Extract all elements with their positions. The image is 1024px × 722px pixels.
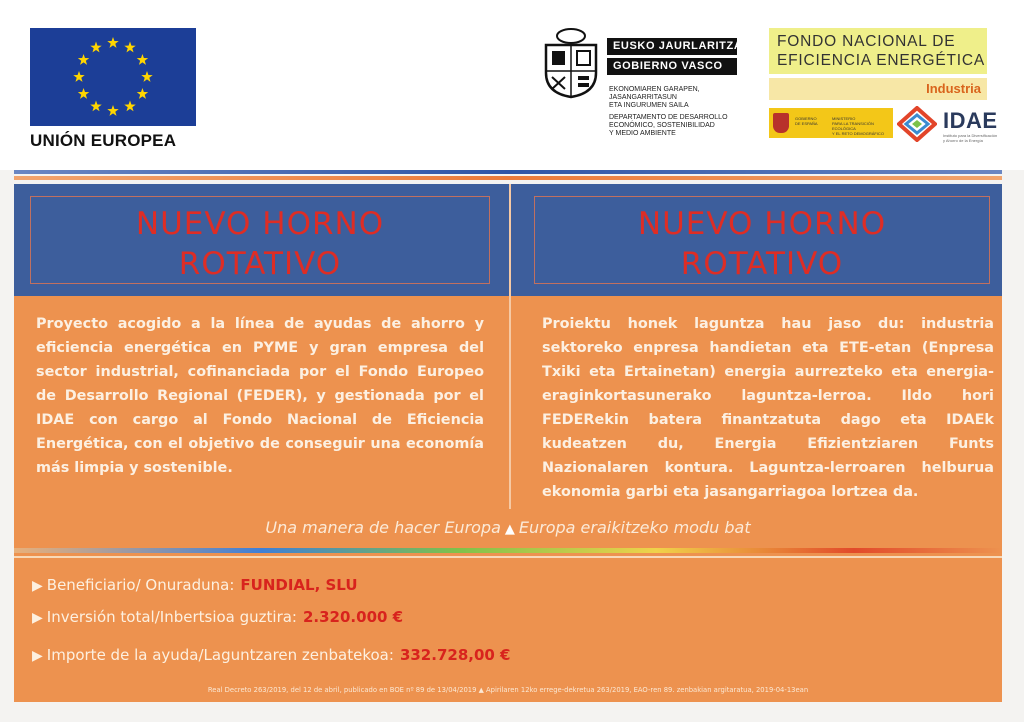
body-text-basque: Proiektu honek laguntza hau jaso du: industria sektoreko enpresa handietan eta ETE-etan (Enpresa Txiki eta Ertainetan) energia aurrezteko eta energia-eraginkortasunerako laguntza-lerroa. Ildo hori FEDERekin batera finantzatuta dago eta IDAEk kudeatzen du, Energia Efizientziaren Funts Nazionalaren kontura. Laguntza-lerroaren helburua ekonomia garbi eta jasangarriagoa lortzea da. <box>542 316 994 500</box>
header <box>0 0 1024 170</box>
eu-star-icon <box>124 100 135 111</box>
eu-star-icon <box>107 105 118 116</box>
rainbow-stripe <box>14 548 1002 553</box>
idae-sub-line: y Ahorro de la Energía <box>943 138 983 143</box>
gv-department-basque <box>609 86 700 110</box>
idae-subtitle <box>943 133 997 143</box>
eu-star-icon <box>90 42 101 53</box>
gv-dept-line: JASANGARRITASUN <box>609 94 677 101</box>
title-right <box>534 204 990 284</box>
column-divider <box>509 184 511 509</box>
beneficiary-value: FUNDIAL, SLU <box>240 576 358 594</box>
eu-flag-icon <box>30 28 196 126</box>
basque-government-seal-icon <box>540 27 602 99</box>
orange-stripe <box>14 176 1002 180</box>
fondo-line: EFICIENCIA ENERGÉTICA <box>777 52 985 69</box>
gob-line: DE ESPAÑA <box>795 121 818 126</box>
triangle-icon: ▲ <box>504 522 515 537</box>
body-text-spanish: Proyecto acogido a la línea de ayudas de ahorro y eficiencia energética en PYME y gran empresa del sector industrial, cofinanciada por el Fondo Europeo de Desarrollo Regional (FEDER), y gestionada por el IDAE con cargo al Fondo Nacional de Eficiencia Energética, con el objetivo de conseguir una economía más limpia y sostenible. <box>36 316 484 476</box>
main-panel <box>14 184 1002 702</box>
eu-star-icon <box>124 42 135 53</box>
title-line: ROTATIVO <box>178 246 342 282</box>
eu-label: UNIÓN EUROPEA <box>30 131 177 150</box>
investment-label: Inversión total/Inbertsioa guztira: <box>46 608 297 626</box>
title-line: NUEVO HORNO <box>637 206 887 242</box>
title-line: ROTATIVO <box>680 246 844 282</box>
aid-line <box>32 646 511 664</box>
gv-dept-line: Y MEDIO AMBIENTE <box>609 130 676 137</box>
gv-dept-line: ECONÓMICO, SOSTENIBILIDAD <box>609 122 715 129</box>
aid-label: Importe de la ayuda/Laguntzaren zenbatekoa: <box>46 646 394 664</box>
title-left <box>30 204 490 284</box>
idae-logo-icon <box>897 106 937 142</box>
eu-star-icon <box>78 54 89 65</box>
gv-title-spanish: GOBIERNO VASCO <box>607 58 737 75</box>
eu-star-icon <box>141 71 152 82</box>
gob-line: GOBIERNO <box>795 116 817 121</box>
investment-line <box>32 608 403 626</box>
investment-value: 2.320.000 € <box>302 608 404 626</box>
eu-star-icon <box>78 88 89 99</box>
gv-dept-line: ETA INGURUMEN SAILA <box>609 102 689 109</box>
aid-value: 332.728,00 € <box>399 646 511 664</box>
gobierno-text <box>795 116 818 126</box>
idae-sub-line: Instituto para la Diversificación <box>943 133 998 138</box>
gv-department-spanish <box>609 114 728 138</box>
gv-title-basque: EUSKO JAURLARITZA <box>607 38 737 55</box>
blue-stripe <box>14 170 1002 174</box>
arrow-right-icon: ▶ <box>32 648 43 664</box>
gv-dept-line: DEPARTAMENTO DE DESARROLLO <box>609 114 728 121</box>
gob-line: PARA LA TRANSICIÓN ECOLÓGICA <box>832 121 874 131</box>
arrow-right-icon: ▶ <box>32 578 43 594</box>
industria-label: Industria <box>769 78 987 100</box>
light-stripe <box>14 556 1002 558</box>
motto <box>14 518 1002 537</box>
beneficiary-line <box>32 576 358 594</box>
motto-basque: Europa eraikitzeko modu bat <box>518 518 751 537</box>
gobierno-espana-logo <box>769 108 893 138</box>
eu-star-icon <box>107 37 118 48</box>
gob-line: MINISTERIO <box>832 116 856 121</box>
spain-shield-icon <box>773 113 789 133</box>
gv-dept-line: EKONOMIAREN GARAPEN, <box>609 86 700 93</box>
gob-line: Y EL RETO DEMOGRÁFICO <box>832 131 884 136</box>
eu-star-icon <box>137 54 148 65</box>
motto-spanish: Una manera de hacer Europa <box>265 518 501 537</box>
title-line: NUEVO HORNO <box>135 206 385 242</box>
legal-footnote: Real Decreto 263/2019, del 12 de abril, publicado en BOE nº 89 de 13/04/2019 ▲ Apirilaren 12ko erregе-dekretua 263/2019, EAO-ren 89. zenbakian argitaratua, 2019-04-13ean <box>207 686 809 694</box>
fondo-nacional-box <box>769 28 987 74</box>
ministerio-text <box>832 116 893 136</box>
arrow-right-icon: ▶ <box>32 610 43 626</box>
eu-star-icon <box>73 71 84 82</box>
eu-star-icon <box>90 100 101 111</box>
title-band <box>14 184 1002 296</box>
idae-wordmark: IDAE <box>943 108 998 133</box>
beneficiary-label: Beneficiario/ Onuraduna: <box>46 576 235 594</box>
fondo-line: FONDO NACIONAL DE <box>777 33 956 50</box>
eu-star-icon <box>137 88 148 99</box>
